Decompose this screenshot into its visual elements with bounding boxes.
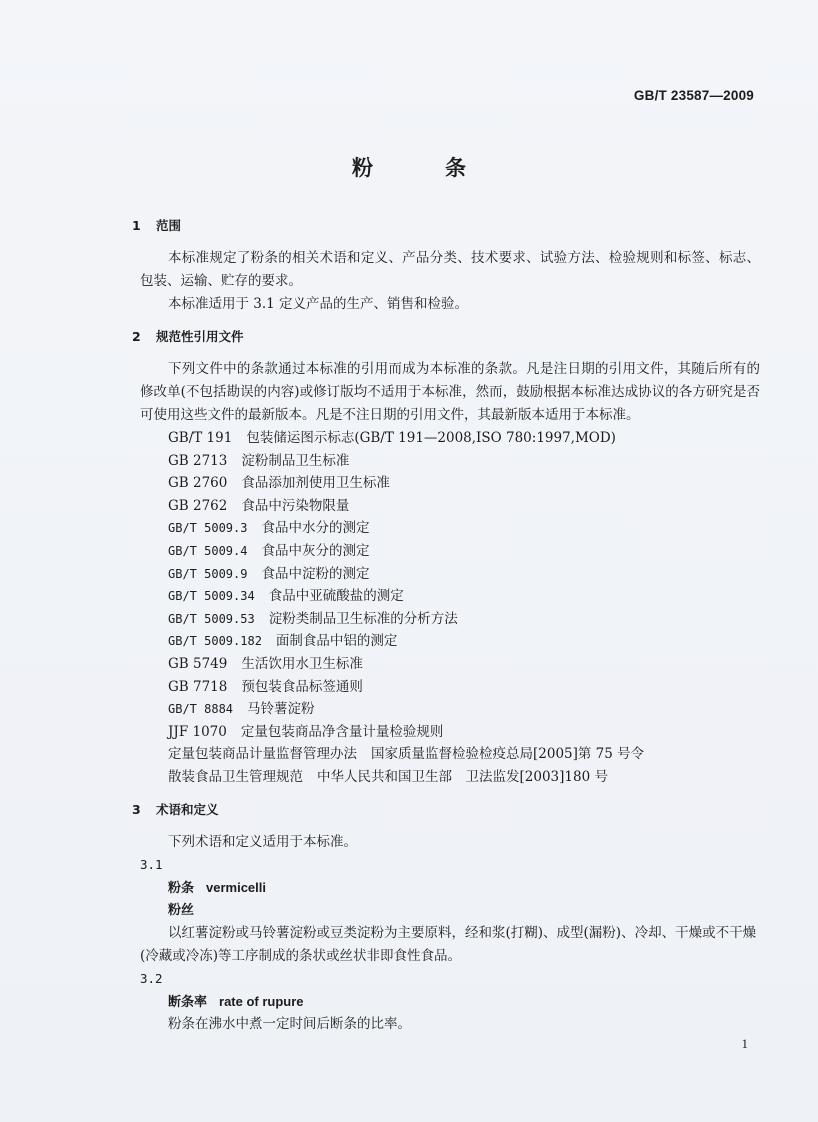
reference-code: GB 2760 [168, 475, 228, 492]
document-title: 粉条 [352, 156, 538, 180]
reference-code: GB/T 5009.53 [168, 611, 255, 626]
reference-list [118, 427, 763, 789]
term-number: 3.2 [140, 970, 163, 986]
section-2-heading [132, 326, 763, 348]
reference-item [118, 563, 763, 586]
term-definition: 粉条在沸水中煮一定时间后断条的比率。 [168, 1015, 411, 1032]
reference-title: 食品中淀粉的测定 [261, 565, 370, 582]
reference-title: 马铃薯淀粉 [247, 701, 315, 718]
regulation-issuer: 国家质量监督检验检疫总局[2005]第 75 号令 [371, 746, 645, 763]
reference-title: 面制食品中铝的测定 [275, 633, 398, 650]
page-number: 1 [741, 1036, 748, 1051]
reference-title: 食品中水分的测定 [261, 520, 370, 537]
terms-intro: 下列术语和定义适用于本标准。 [168, 833, 357, 850]
reference-item [118, 630, 763, 653]
reference-title: 食品中污染物限量 [241, 497, 350, 514]
section-title: 术语和定义 [156, 801, 219, 817]
regulation-name: 散装食品卫生管理规范 [168, 768, 303, 785]
term-name-en: vermicelli [206, 879, 267, 895]
term-entry [118, 854, 763, 968]
reference-title: 食品中亚硫酸盐的测定 [268, 588, 404, 605]
reference-title: 食品添加剂使用卫生标准 [241, 475, 390, 492]
reference-item [118, 472, 763, 495]
scope-paragraph: 本标准适用于 3.1 定义产品的生产、销售和检验。 [168, 296, 469, 312]
section-number: 3 [132, 801, 141, 817]
standard-code: GB/T 23587—2009 [633, 88, 754, 103]
regulation-issuer: 中华人民共和国卫生部 卫法监发[2003]180 号 [317, 768, 608, 785]
section-number: 1 [132, 218, 141, 233]
reference-title: 生活饮用水卫生标准 [241, 655, 363, 672]
reference-title: 定量包装商品净含量计量检验规则 [240, 723, 444, 740]
reference-code: GB 5749 [168, 655, 228, 672]
reference-code: GB/T 5009.34 [168, 589, 255, 604]
reference-code: GB/T 5009.4 [168, 543, 248, 558]
reference-code: GB/T 5009.182 [168, 634, 262, 649]
reference-title: 淀粉制品卫生标准 [241, 452, 350, 469]
reference-item [118, 653, 763, 676]
reference-item [118, 676, 763, 699]
reference-item [118, 495, 763, 518]
reference-code: GB/T 8884 [168, 702, 234, 717]
reference-code: JJF 1070 [168, 723, 227, 740]
section-3-heading [132, 799, 763, 821]
section-title: 范围 [156, 218, 182, 233]
term-name [168, 990, 763, 1013]
section-1-heading [132, 215, 763, 237]
references-intro: 下列文件中的条款通过本标准的引用而成为本标准的条款。凡是注日期的引用文件，其随后所有的修改单(不包括勘误的内容)或修订版均不适用于本标准，然而，鼓励根据本标准达成协议的各方研究是否可使用这些文件的最新版本。凡是不注日期的引用文件，其最新版本适用于本标准。 [140, 361, 760, 423]
reference-item [118, 585, 763, 608]
term-name-cn: 断条率 [168, 994, 208, 1010]
regulation-item [118, 766, 763, 789]
term-number: 3.1 [140, 856, 163, 872]
document-body [118, 215, 763, 1036]
reference-item [118, 450, 763, 473]
reference-title: 淀粉类制品卫生标准的分析方法 [268, 610, 458, 627]
reference-code: GB/T 191 [168, 430, 233, 446]
reference-title: 预包装食品标签通则 [241, 678, 363, 695]
term-name-en: rate of rupure [219, 993, 304, 1009]
reference-code: GB/T 5009.3 [168, 521, 248, 536]
reference-item [118, 427, 763, 450]
reference-title: 包装储运图示标志(GB/T 191—2008,ISO 780:1997,MOD) [246, 430, 616, 446]
reference-code: GB 2762 [168, 497, 228, 514]
reference-item [118, 721, 763, 744]
regulation-name: 定量包装商品计量监督管理办法 [168, 746, 357, 763]
reference-title: 食品中灰分的测定 [261, 542, 370, 559]
section-title: 规范性引用文件 [156, 329, 244, 344]
reference-code: GB/T 5009.9 [168, 566, 248, 581]
term-alias: 粉丝 [168, 902, 195, 918]
section-number: 2 [132, 329, 141, 344]
reference-item [118, 517, 763, 540]
term-name-cn: 粉条 [168, 880, 195, 896]
reference-item [118, 540, 763, 563]
reference-code: GB 2713 [168, 452, 228, 469]
term-entry [118, 968, 763, 1036]
term-definition: 以红薯淀粉或马铃薯淀粉或豆类淀粉为主要原料，经和浆(打糊)、成型(漏粉)、冷却、干燥或不干燥(冷藏或冷冻)等工序制成的条状或丝状非即食性食品。 [140, 924, 757, 964]
reference-item [118, 608, 763, 631]
reference-code: GB 7718 [168, 678, 228, 695]
term-name [168, 876, 763, 899]
scope-paragraph: 本标准规定了粉条的相关术语和定义、产品分类、技术要求、试验方法、检验规则和标签、标志、包装、运输、贮存的要求。 [140, 250, 760, 289]
regulation-item [118, 743, 763, 766]
reference-item [118, 698, 763, 721]
